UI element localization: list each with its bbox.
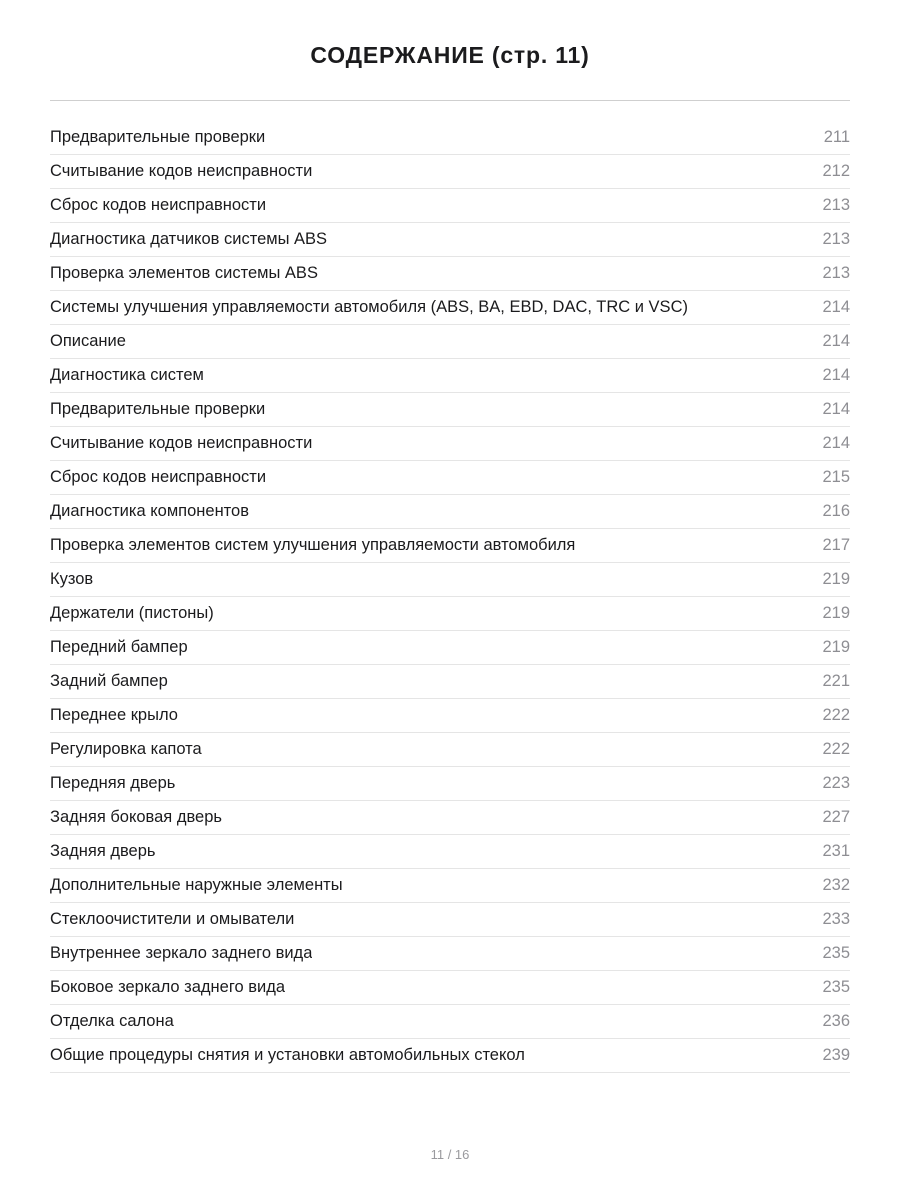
toc-row bbox=[50, 597, 850, 631]
toc-entry-page: 211 bbox=[823, 127, 850, 146]
toc-entry-label: Отделка салона bbox=[50, 1011, 174, 1030]
toc-entry-page: 214 bbox=[822, 331, 850, 350]
toc-entry-label: Передний бампер bbox=[50, 637, 188, 656]
toc-entry-page: 216 bbox=[822, 501, 850, 520]
toc-entry-page: 222 bbox=[822, 739, 850, 758]
toc-row bbox=[50, 801, 850, 835]
page-title: СОДЕРЖАНИЕ (стр. 11) bbox=[310, 42, 590, 68]
toc-entry-page: 219 bbox=[822, 569, 850, 588]
toc-row bbox=[50, 903, 850, 937]
toc-entry-label: Задняя дверь bbox=[50, 841, 156, 860]
toc-entry-page: 232 bbox=[822, 875, 850, 894]
toc-row bbox=[50, 869, 850, 903]
toc-row bbox=[50, 495, 850, 529]
toc-entry-page: 213 bbox=[822, 195, 850, 214]
toc-entry-label: Дополнительные наружные элементы bbox=[50, 875, 343, 894]
toc-entry-page: 219 bbox=[822, 637, 850, 656]
toc-entry-label: Диагностика компонентов bbox=[50, 501, 249, 520]
toc-entry-label: Задний бампер bbox=[50, 671, 168, 690]
toc-row bbox=[50, 529, 850, 563]
toc-row bbox=[50, 699, 850, 733]
toc-entry-page: 239 bbox=[822, 1045, 850, 1064]
title-divider bbox=[50, 100, 850, 101]
toc-entry-page: 217 bbox=[822, 535, 850, 554]
toc-entry-page: 221 bbox=[822, 671, 850, 690]
page-footer: 11 / 16 bbox=[430, 1147, 470, 1162]
toc-entry-label: Описание bbox=[50, 331, 126, 350]
toc-row bbox=[50, 563, 850, 597]
toc-row bbox=[50, 257, 850, 291]
toc-entry-label: Переднее крыло bbox=[50, 705, 178, 724]
toc-entry-page: 219 bbox=[822, 603, 850, 622]
toc-entry-label: Стеклоочистители и омыватели bbox=[50, 909, 295, 928]
toc-entry-label: Системы улучшения управляемости автомобиля (ABS, BA, EBD, DAC, TRC и VSC) bbox=[50, 297, 688, 316]
toc-entry-page: 231 bbox=[822, 841, 850, 860]
toc-row bbox=[50, 631, 850, 665]
toc-row bbox=[50, 291, 850, 325]
toc-row bbox=[50, 733, 850, 767]
toc-row bbox=[50, 971, 850, 1005]
toc-row bbox=[50, 223, 850, 257]
toc-entry-label: Кузов bbox=[50, 569, 94, 588]
toc-entry-label: Сброс кодов неисправности bbox=[50, 467, 267, 486]
toc-entry-label: Считывание кодов неисправности bbox=[50, 433, 313, 452]
toc-entry-page: 236 bbox=[822, 1011, 850, 1030]
toc-entry-label: Боковое зеркало заднего вида bbox=[50, 977, 286, 996]
toc-entry-label: Общие процедуры снятия и установки автомобильных стекол bbox=[50, 1045, 525, 1064]
toc-entry-page: 212 bbox=[822, 161, 850, 180]
toc-entry-page: 213 bbox=[822, 229, 850, 248]
toc-row bbox=[50, 1039, 850, 1073]
toc-entry-page: 235 bbox=[822, 943, 850, 962]
toc-entry-label: Передняя дверь bbox=[50, 773, 176, 792]
toc-entry-page: 213 bbox=[822, 263, 850, 282]
toc-row bbox=[50, 155, 850, 189]
toc-row bbox=[50, 461, 850, 495]
toc-row bbox=[50, 189, 850, 223]
toc-entry-page: 222 bbox=[822, 705, 850, 724]
toc-entry-label: Внутреннее зеркало заднего вида bbox=[50, 943, 313, 962]
toc-entry-page: 215 bbox=[822, 467, 850, 486]
toc-row bbox=[50, 767, 850, 801]
toc-entry-page: 214 bbox=[822, 297, 850, 316]
toc-entry-label: Диагностика датчиков системы ABS bbox=[50, 229, 328, 248]
toc-row bbox=[50, 1005, 850, 1039]
toc-entry-page: 235 bbox=[822, 977, 850, 996]
toc-row bbox=[50, 937, 850, 971]
toc-row bbox=[50, 427, 850, 461]
toc-row bbox=[50, 835, 850, 869]
toc-entry-label: Предварительные проверки bbox=[50, 399, 266, 418]
toc-row bbox=[50, 665, 850, 699]
toc-entry-page: 214 bbox=[822, 433, 850, 452]
toc-entry-page: 227 bbox=[822, 807, 850, 826]
toc-entry-label: Держатели (пистоны) bbox=[50, 603, 214, 622]
toc-list bbox=[50, 121, 850, 1073]
toc-entry-page: 214 bbox=[822, 365, 850, 384]
toc-entry-label: Регулировка капота bbox=[50, 739, 202, 758]
toc-row bbox=[50, 325, 850, 359]
toc-entry-label: Считывание кодов неисправности bbox=[50, 161, 313, 180]
toc-row bbox=[50, 121, 850, 155]
toc-entry-label: Проверка элементов системы ABS bbox=[50, 263, 318, 282]
toc-row bbox=[50, 393, 850, 427]
toc-entry-label: Проверка элементов систем улучшения управляемости автомобиля bbox=[50, 535, 576, 554]
toc-entry-page: 233 bbox=[822, 909, 850, 928]
toc-entry-label: Диагностика систем bbox=[50, 365, 204, 384]
toc-entry-label: Задняя боковая дверь bbox=[50, 807, 222, 826]
toc-entry-label: Сброс кодов неисправности bbox=[50, 195, 267, 214]
toc-row bbox=[50, 359, 850, 393]
toc-entry-page: 214 bbox=[822, 399, 850, 418]
toc-entry-page: 223 bbox=[822, 773, 850, 792]
toc-entry-label: Предварительные проверки bbox=[50, 127, 266, 146]
